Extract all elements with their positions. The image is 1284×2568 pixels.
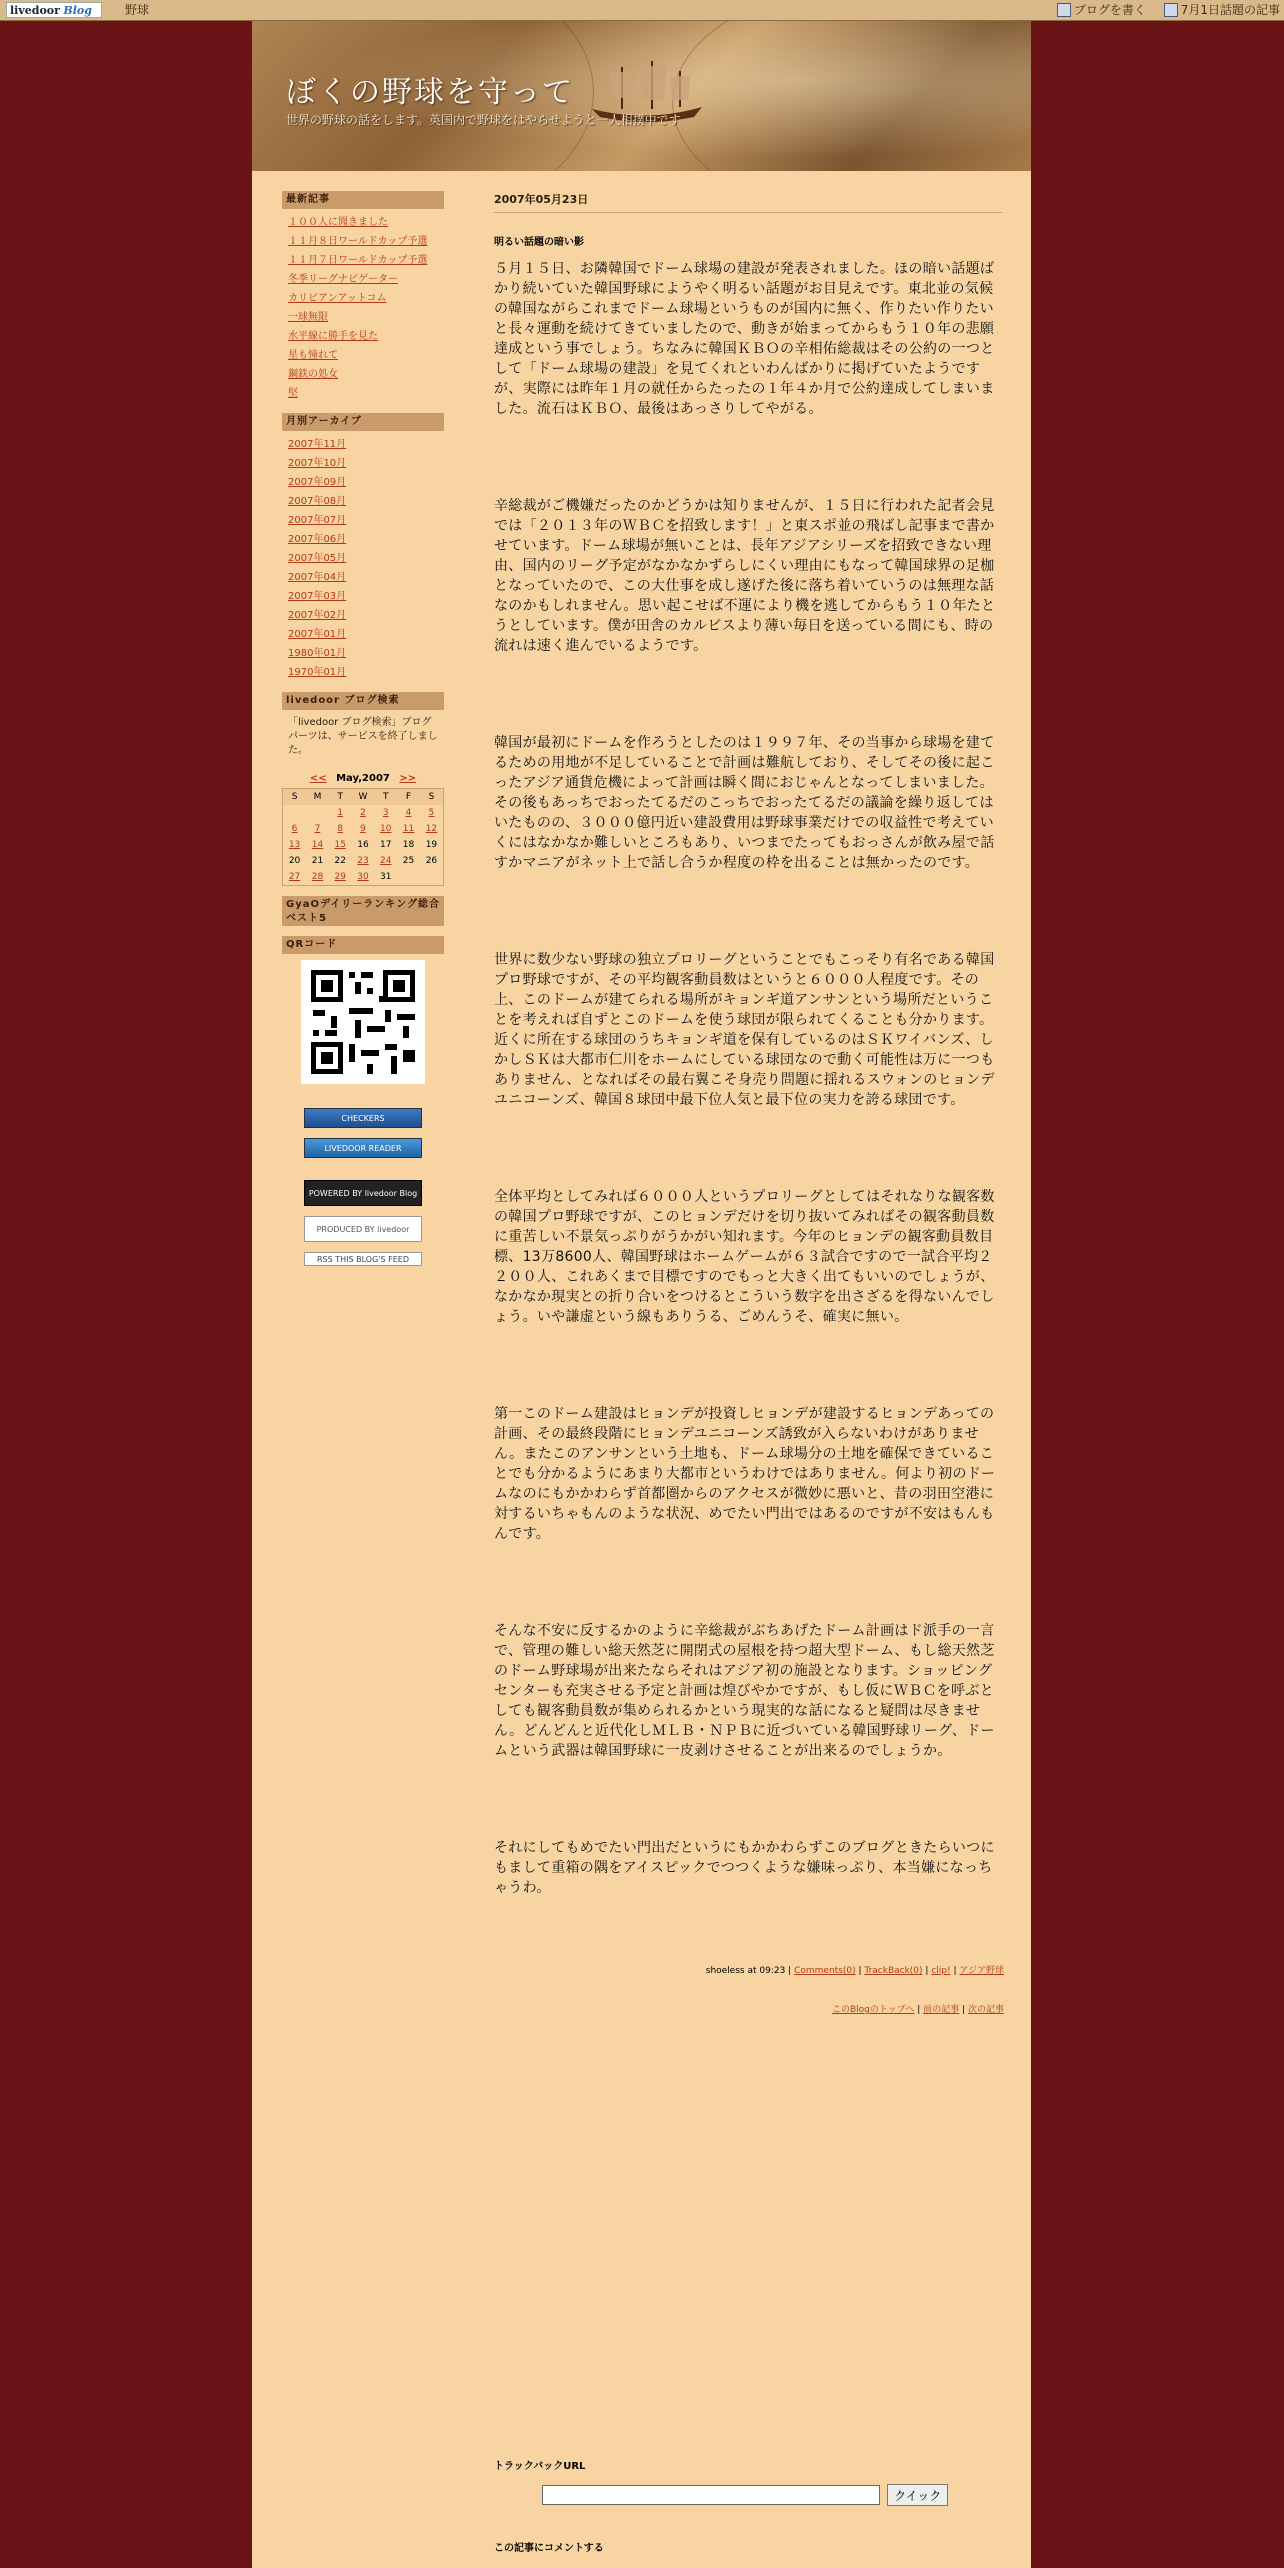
entry-paragraph: ５月１５日、お隣韓国でドーム球場の建設が発表されました。ほの暗い話題ばかり続いていた韓国野球にようやく明るい話題がお目見えです。東北並の気候の韓国ながらこれまでドーム球場というものが国内に無く、作りたい作りたいと長々運動を続けてきていましたので、動きが始まってからもう１０年の悲願達成という事でしょう。ちなみに韓国ＫＢＯの辛相佑総裁はその公約の一つとして「ドーム球場の建設」を見てくれといわんばかりに掲げていたようですが、実際には昨年１月の就任からたったの１年４か月で公約達成してしまいました。流石はＫＢＯ、最後はあっさりしてやがる。 — [494, 261, 995, 417]
comments-link[interactable]: Comments(0) — [794, 1966, 856, 1976]
calendar-nav — [282, 770, 444, 788]
weekday-cell: T — [329, 789, 352, 806]
calendar-next-link[interactable]: >> — [399, 773, 417, 784]
list-item — [288, 327, 444, 346]
day-link[interactable]: 28 — [311, 872, 324, 882]
entry-paragraph: 全体平均としてみれば６０００人というプロリーグとしてはそれなりな観客数の韓国プロ野球ですが、このヒョンデだけを切り抜いてみればその観客動員数に重苦しい不景気っぷりがうかがい知れます。今年のヒョンデの観客動員数目標、13万8600人、韓国野球はホームゲームが６３試合ですので一試合平均２２００人、これあくまで目標ですのでもっと大きく出てもいいのでしょうが、なかなか現実との折り合いをつけるとこういう数字を出さざるを得ないんでしょう。いや謙虚という線もありうる、ごめんうそ、確実に無い。 — [494, 1189, 995, 1325]
list-item — [288, 454, 444, 473]
list-item — [288, 530, 444, 549]
day-cell — [420, 869, 444, 886]
recent-link[interactable]: １１月７日ワールドカップ予選 — [288, 255, 428, 266]
page-column — [252, 21, 1031, 2568]
day-link[interactable]: 10 — [379, 824, 392, 834]
category-tag-link[interactable]: 野球 — [125, 3, 150, 17]
day-link[interactable]: 4 — [405, 808, 412, 818]
recent-heading: 最新記事 — [282, 191, 444, 209]
weekday-cell: F — [397, 789, 420, 806]
day-link[interactable]: 8 — [337, 824, 344, 834]
entry-navigation: このBlogのトップへ | 前の記事 | 次の記事 — [831, 2005, 1004, 2015]
qr-code-graphic — [301, 960, 425, 1084]
day-link[interactable]: 13 — [288, 840, 301, 850]
archive-link[interactable]: 2007年02月 — [288, 610, 347, 621]
day-cell: 20 — [288, 856, 301, 866]
trackback-url-label: トラックバックURL — [494, 2461, 586, 2472]
day-cell — [306, 805, 329, 821]
trackback-row — [542, 2484, 948, 2506]
day-link[interactable]: 15 — [334, 840, 346, 850]
archive-link[interactable]: 2007年11月 — [288, 439, 347, 450]
day-cell: 17 — [379, 840, 392, 850]
day-cell: 31 — [379, 872, 392, 882]
day-cell — [329, 837, 352, 853]
list-item — [288, 435, 444, 454]
list-item — [288, 549, 444, 568]
day-cell — [306, 869, 329, 886]
blog-search-heading: livedoor ブログ検索 — [282, 692, 444, 710]
day-link[interactable]: 1 — [337, 808, 344, 818]
entry-paragraph: そんな不安に反するかのように辛総裁がぶちあげたドーム計画はド派手の一言で、管理の難しい総天然芝に開閉式の屋根を持つ超大型ドーム、もし総天然芝のドーム野球場が出来たならそれはアジア初の施設となります。ショッピングセンターも充実させる予定と計画は煌びやかですが、もし仮にＷＢＣを呼ぶとしても観客動員数が集められるかという現実的な話になると疑問は尽きません。どんどんと近代化しＭＬＢ・ＮＰＢに近づいている韓国野球リーグ、ドームという武器は韓国野球に一皮剥けさせることが出来るのでしょうか。 — [494, 1623, 995, 1759]
gyao-ranking-heading: GyaOデイリーランキング総合ベスト5 — [282, 896, 444, 926]
archive-link[interactable]: 2007年03月 — [288, 591, 347, 602]
day-cell — [397, 805, 420, 821]
day-link[interactable]: 11 — [402, 824, 415, 834]
list-item — [288, 644, 444, 663]
day-cell — [329, 869, 352, 886]
produced-by-badge[interactable]: PRODUCED BY livedoor — [304, 1216, 422, 1242]
day-cell: 21 — [311, 856, 324, 866]
archive-list — [282, 435, 444, 682]
calendar-week-row — [283, 805, 444, 821]
day-link[interactable]: 27 — [288, 872, 301, 882]
day-cell: 18 — [402, 840, 415, 850]
calendar-week-row — [283, 837, 444, 853]
archive-link[interactable]: 2007年08月 — [288, 496, 347, 507]
day-cell — [283, 821, 307, 837]
entry-date: 2007年05月23日 — [494, 191, 1002, 213]
day-cell — [397, 821, 420, 837]
blog-subtitle: 世界の野球の話をします。英国内で野球をはやらせようと一人相撲中です — [286, 113, 681, 127]
comment-form-label: この記事にコメントする — [494, 2543, 604, 2554]
day-link[interactable]: 12 — [425, 824, 438, 834]
recent-link[interactable]: 鋼鉄の処女 — [288, 369, 338, 380]
trackback-link[interactable]: TrackBack(0) — [864, 1966, 923, 1976]
topic-article-label: 7月1日話題の記事 — [1180, 3, 1280, 17]
day-cell — [306, 837, 329, 853]
list-item — [288, 289, 444, 308]
day-cell — [374, 805, 397, 821]
recent-link[interactable]: カリビアンアットコム — [288, 293, 387, 304]
entry-paragraph: 第一このドーム建設はヒョンデが投資しヒョンデが建設するヒョンデあっての計画、その最終段階にヒョンデユニコーンズ誘致が入らないわけがありません。またこのアンサンという土地も、ドーム球場分の土地を確保できていることでも分かるようにあまり大都市というわけではありません。何より初のドームなのにもかかわらず首都圏からのアクセスが微妙に悪いと、昔の羽田空港に対するいちゃもんのような状況、めでたい門出ではあるのですが不安はもんもんです。 — [494, 1406, 996, 1542]
day-link[interactable]: 9 — [360, 824, 366, 834]
blog-title[interactable]: ぼくの野球を守って — [286, 75, 574, 110]
weekday-cell: M — [306, 789, 329, 806]
calendar-week-row — [283, 869, 444, 886]
recent-link[interactable]: 堅 — [288, 388, 298, 399]
list-item — [288, 587, 444, 606]
recent-link[interactable]: 星も憧れて — [288, 350, 338, 361]
archive-link[interactable]: 1970年01月 — [288, 667, 347, 678]
recent-link[interactable]: １１月８日ワールドカップ予選 — [288, 236, 428, 247]
calendar-week-row — [283, 821, 444, 837]
day-cell — [397, 869, 420, 886]
day-link[interactable]: 2 — [360, 808, 366, 818]
write-blog-link[interactable] — [1057, 3, 1146, 17]
calendar-week-row — [283, 853, 444, 869]
day-cell — [283, 869, 307, 886]
list-item — [288, 346, 444, 365]
archive-link[interactable]: 2007年04月 — [288, 572, 347, 583]
list-item — [288, 568, 444, 587]
day-cell — [374, 853, 397, 869]
list-item — [288, 492, 444, 511]
list-item — [288, 625, 444, 644]
day-cell — [420, 821, 444, 837]
list-item — [288, 365, 444, 384]
list-item — [288, 251, 444, 270]
archive-link[interactable]: 2007年01月 — [288, 629, 347, 640]
entry-footer: shoeless at 09:23 | Comments(0) | TrackBack(0) | clip! | アジア野球 — [705, 1966, 1004, 1976]
day-link[interactable]: 3 — [382, 808, 389, 818]
calendar-month: May,2007 — [336, 773, 390, 784]
top-bar — [0, 0, 1284, 21]
recent-list — [282, 213, 444, 403]
entry-paragraph: 辛総裁がご機嫌だったのかどうかは知りませんが、１５日に行われた記者会見では「２０１３年のＷＢＣを招致します！」と東スポ並の飛ばし記事まで書かせています。ドーム球場が無いことは、長年アジアシリーズを招致できない理由、国内のリーグ予定がなかなかずらしにくい理由にもなって韓国球界の足枷となっていたので、この大仕事を成し遂げた後に落ち着いていうのは無理な話なのかもしれません。思い起こせば不運により機を逃してからもう１０年たとうとしています。僕が田舎のカルビスより薄い毎日を送っている間にも、時の流れは速く進んでいるようです。 — [494, 498, 996, 654]
list-item — [288, 232, 444, 251]
livedoor-reader-badge[interactable]: LIVEDOOR READER — [304, 1138, 422, 1158]
day-cell — [329, 821, 352, 837]
weekday-cell: T — [374, 789, 397, 806]
sidebar — [282, 191, 444, 1276]
day-cell — [283, 805, 307, 821]
day-link[interactable]: 23 — [357, 856, 369, 866]
entry-title: 明るい話題の暗い影 — [494, 237, 584, 248]
map-decoration — [672, 21, 1031, 171]
day-cell: 19 — [425, 840, 438, 850]
list-item — [288, 213, 444, 232]
archive-link[interactable]: 2007年10月 — [288, 458, 347, 469]
day-cell — [306, 821, 329, 837]
entry-paragraph: それにしてもめでたい門出だというにもかかわらずこのブログときたらいつにもまして重箱の隅をアイスピックでつつくような嫌味っぷり、本当嫌になっちゃうわ。 — [494, 1840, 995, 1896]
quick-button[interactable]: クイック — [887, 2484, 948, 2506]
day-cell — [352, 805, 375, 821]
clip-link[interactable]: clip! — [931, 1966, 951, 1976]
calendar-weekday-row — [283, 789, 444, 806]
day-cell — [329, 805, 352, 821]
list-item — [288, 606, 444, 625]
entry-paragraph: 韓国が最初にドームを作ろうとしたのは１９９７年、その当事から球場を建てるための用地が不足していることで計画は難航しており、そしてその後に起こったアジア通貨危機によって計画は瞬く間におじゃんとなってしまいました。その後もあっちでおったてるだのこっちでおったてるだの議論を繰り返してはいたものの、３０００億円近い建設費用は野球事業だけでの収益性で考えていくにはなかなか難しいところもあり、いつまでたってもおっさんが飲み屋で話すかマニアがネット上で話し合うか程度の枠を出ることは無かったのです。 — [494, 735, 995, 871]
posted-by: shoeless at 09:23 — [705, 1966, 786, 1976]
blog-search-notice: 「livedoor ブログ検索」ブログパーツは、サービスを終了しました。 — [288, 717, 438, 756]
calendar — [282, 770, 444, 886]
archive-link[interactable]: 2007年07月 — [288, 515, 347, 526]
qr-heading: QRコード — [282, 936, 444, 954]
recent-link[interactable]: １００人に聞きました — [288, 217, 388, 228]
day-cell: 16 — [357, 840, 369, 850]
calendar-prev-link[interactable]: << — [309, 773, 327, 784]
next-entry-link[interactable]: 次の記事 — [967, 2005, 1004, 2015]
day-cell — [352, 869, 375, 886]
calendar-icon — [1164, 3, 1178, 17]
day-cell — [283, 837, 307, 853]
list-item — [288, 308, 444, 327]
day-link[interactable]: 7 — [314, 824, 321, 834]
prev-entry-link[interactable]: 前の記事 — [923, 2005, 960, 2015]
category-link[interactable]: アジア野球 — [959, 1966, 1004, 1976]
day-link[interactable]: 30 — [357, 872, 369, 882]
archive-link[interactable]: 2007年09月 — [288, 477, 347, 488]
topic-article-link[interactable] — [1164, 3, 1280, 17]
day-cell — [420, 805, 444, 821]
rss-feed-badge[interactable]: RSS THIS BLOG'S FEED — [304, 1252, 422, 1266]
archive-link[interactable]: 1980年01月 — [288, 648, 347, 659]
weekday-cell: W — [352, 789, 375, 806]
trackback-url-input[interactable] — [542, 2485, 880, 2505]
pencil-icon — [1057, 3, 1071, 17]
archive-link[interactable]: 2007年05月 — [288, 553, 347, 564]
logo-blog-text: Blog — [63, 4, 92, 17]
day-cell — [374, 821, 397, 837]
list-item — [288, 473, 444, 492]
archive-heading: 月別アーカイブ — [282, 413, 444, 431]
recent-link[interactable]: 水平線に勝手を見た — [288, 331, 378, 342]
blog-header — [252, 21, 1031, 171]
recent-link[interactable]: 冬季リーグナビゲーター — [288, 274, 398, 285]
livedoor-blog-logo[interactable] — [6, 2, 102, 18]
powered-by-badge[interactable]: POWERED BY livedoor Blog — [304, 1180, 422, 1206]
archive-link[interactable]: 2007年06月 — [288, 534, 347, 545]
weekday-cell: S — [283, 789, 307, 806]
qr-code-image — [301, 960, 425, 1084]
day-link[interactable]: 29 — [334, 872, 346, 882]
list-item — [288, 384, 444, 403]
main-content — [494, 191, 1004, 2015]
checkers-badge[interactable]: CHECKERS — [304, 1108, 422, 1128]
day-link[interactable]: 14 — [311, 840, 324, 850]
topbar-right-links — [1043, 0, 1280, 20]
list-item — [288, 663, 444, 682]
write-blog-label: ブログを書く — [1073, 3, 1146, 17]
day-cell: 25 — [402, 856, 415, 866]
blog-top-link[interactable]: このBlogのトップへ — [831, 2005, 915, 2015]
logo-text: livedoor — [10, 4, 60, 17]
entry-paragraph: 世界に数少ない野球の独立プロリーグということでもこっそり有名である韓国プロ野球ですが、その平均観客動員数はというと６０００人程度です。その上、このドームが建てられる場所がキョンギ道アンサンという場所だということを考えれば自ずとこのドームを使う球団が限られてくることも分かります。近くに所在する球団のうちキョンギ道を保有しているのはＳＫワイバンズ、しかしＳＫは大都市仁川をホームにしている球団なので動く可能性は万に一つもありません、となればその最右翼こそ身売り問題に揺れるスウォンのヒョンデユニコーンズ、韓国８球団中最下位人気と最下位の実力を誇る球団です。 — [494, 952, 995, 1108]
list-item — [288, 270, 444, 289]
day-cell: 26 — [425, 856, 438, 866]
list-item — [288, 511, 444, 530]
day-link[interactable]: 5 — [428, 808, 435, 818]
day-link[interactable]: 6 — [291, 824, 298, 834]
day-cell — [352, 821, 375, 837]
day-cell — [352, 853, 375, 869]
weekday-cell: S — [420, 789, 444, 806]
recent-link[interactable]: 一球無限 — [288, 312, 328, 323]
day-link[interactable]: 24 — [379, 856, 392, 866]
calendar-table — [282, 788, 444, 886]
day-cell: 22 — [334, 856, 346, 866]
